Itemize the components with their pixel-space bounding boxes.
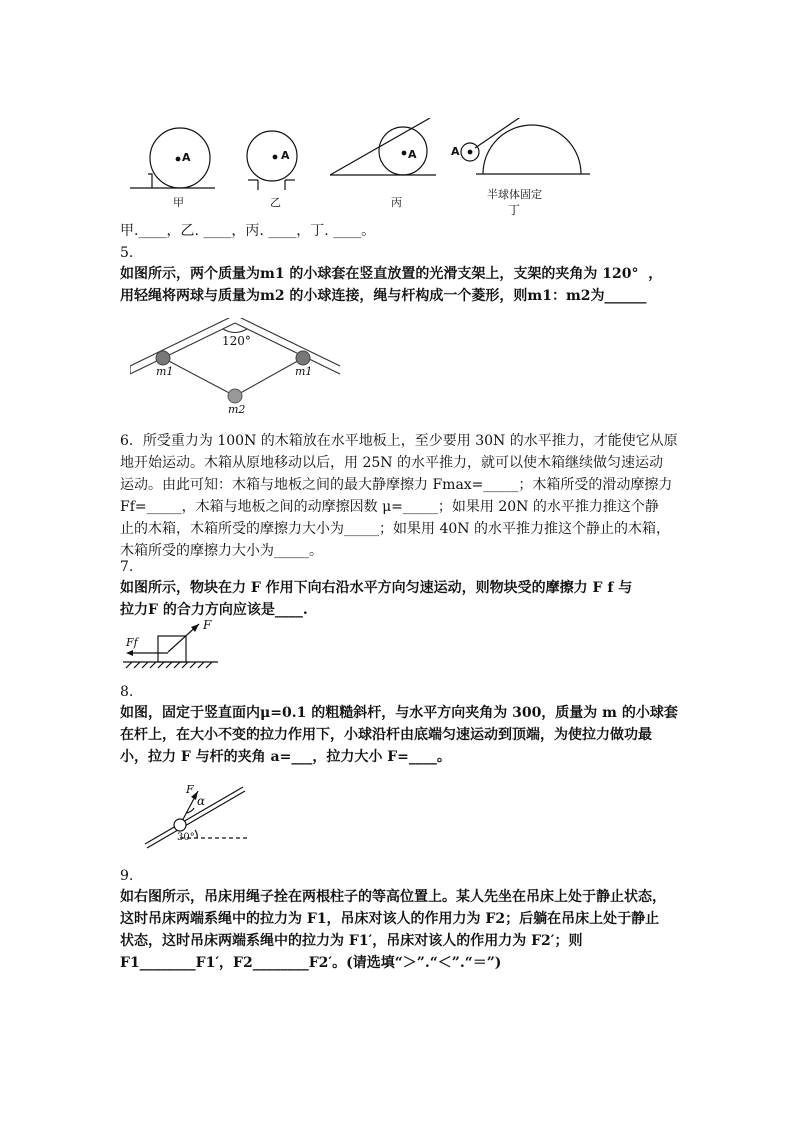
q8-line1: 如图，固定于竖直面内μ=0.1 的粗糙斜杆，与水平方向夹角为 300，质量为 m 的小球套: [120, 705, 678, 721]
q5-text-line2: 用轻绳将两球与质量为m2 的小球连接，绳与杆构成一个菱形，则m1：m2为______: [120, 288, 647, 304]
q9-line4: F1________F1′，F2________F2′。(请选填“＞”.“＜”.“＝”): [120, 955, 502, 971]
q7-line1: 如图所示，物块在力 F 作用下向右沿水平方向匀速运动，则物块受的摩擦力 F f 与: [120, 580, 633, 596]
q9-line2: 这时吊床两端系绳中的拉力为 F1，吊床对该人的作用力为 F2；后躺在吊床上处于静止: [120, 911, 660, 927]
q6-line3: 运动。由此可知：木箱与地板之间的最大静摩擦力 Fmax=_____；木箱所受的滑动摩擦力: [120, 477, 673, 493]
ball-label-ding: A: [451, 145, 460, 158]
q7-force-label: F: [203, 618, 212, 632]
q8-force-label: F: [186, 783, 194, 796]
q7-friction-label: Ff: [126, 636, 138, 649]
q5-text-line1: 如图所示，两个质量为m1 的小球套在竖直放置的光滑支架上，支架的夹角为 120° ，: [120, 266, 663, 282]
caption-ding: 丁: [508, 203, 521, 217]
q5-m2-label: m2: [228, 403, 246, 416]
caption-ding-note: 半球体固定: [487, 188, 542, 201]
ball-label-jia: A: [182, 151, 191, 164]
q7-number: 7.: [120, 559, 134, 575]
q8-figure: [140, 778, 260, 854]
q9-number: 9.: [120, 868, 134, 884]
caption-yi: 乙: [270, 196, 281, 209]
q8-line3: 小，拉力 F 与杆的夹角 a=___，拉力大小 F=____。: [120, 749, 451, 765]
ball-label-yi: A: [281, 149, 290, 162]
fig-jia: [130, 128, 215, 188]
q6-line4: Ff=_____，木箱与地板之间的动摩擦因数 μ=_____；如果用 20N 的水平推力推这个静: [120, 499, 659, 515]
q5-m1-right-label: m1: [295, 365, 313, 378]
fig-bing: [330, 118, 436, 175]
q5-m1-left-label: m1: [156, 365, 174, 378]
q5-number: 5.: [120, 245, 134, 261]
q7-line2: 拉力F 的合力方向应该是____.: [120, 602, 308, 618]
q6-line6: 木箱所受的摩擦力大小为_____。: [120, 543, 323, 559]
fig-ding: [461, 118, 590, 174]
q8-angle-label: 30°: [177, 832, 195, 843]
caption-bing: 丙: [391, 196, 402, 209]
ball-label-bing: A: [408, 148, 417, 161]
q4-answer-line: 甲.____，乙. ____，丙. ____，丁. ____。: [120, 223, 376, 239]
q8-line2: 在杆上，在大小不变的拉力作用下，小球沿杆由底端匀速运动到顶端，为使拉力做功最: [120, 727, 652, 743]
q8-number: 8.: [120, 684, 134, 700]
caption-jia: 甲: [173, 196, 184, 209]
q5-angle-label: 120°: [222, 334, 251, 348]
q8-alpha-label: α: [197, 794, 206, 808]
q9-line3: 状态，这时吊床两端系绳中的拉力为 F1′，吊床对该人的作用力为 F2′；则: [120, 933, 583, 949]
q9-line1: 如右图所示，吊床用绳子拴在两根柱子的等高位置上。某人先坐在吊床上处于静止状态，: [120, 889, 666, 905]
q6-line5: 止的木箱，木箱所受的摩擦力大小为_____；如果用 40N 的水平推力推这个静止的木箱，: [120, 521, 670, 537]
q6-line1: 6．所受重力为 100N 的木箱放在水平地板上，至少要用 30N 的水平推力，才能使它从原: [120, 433, 678, 449]
q6-line2: 地开始运动。木箱从原地移动以后，用 25N 的水平推力，就可以使木箱继续做匀速运动: [120, 455, 663, 471]
